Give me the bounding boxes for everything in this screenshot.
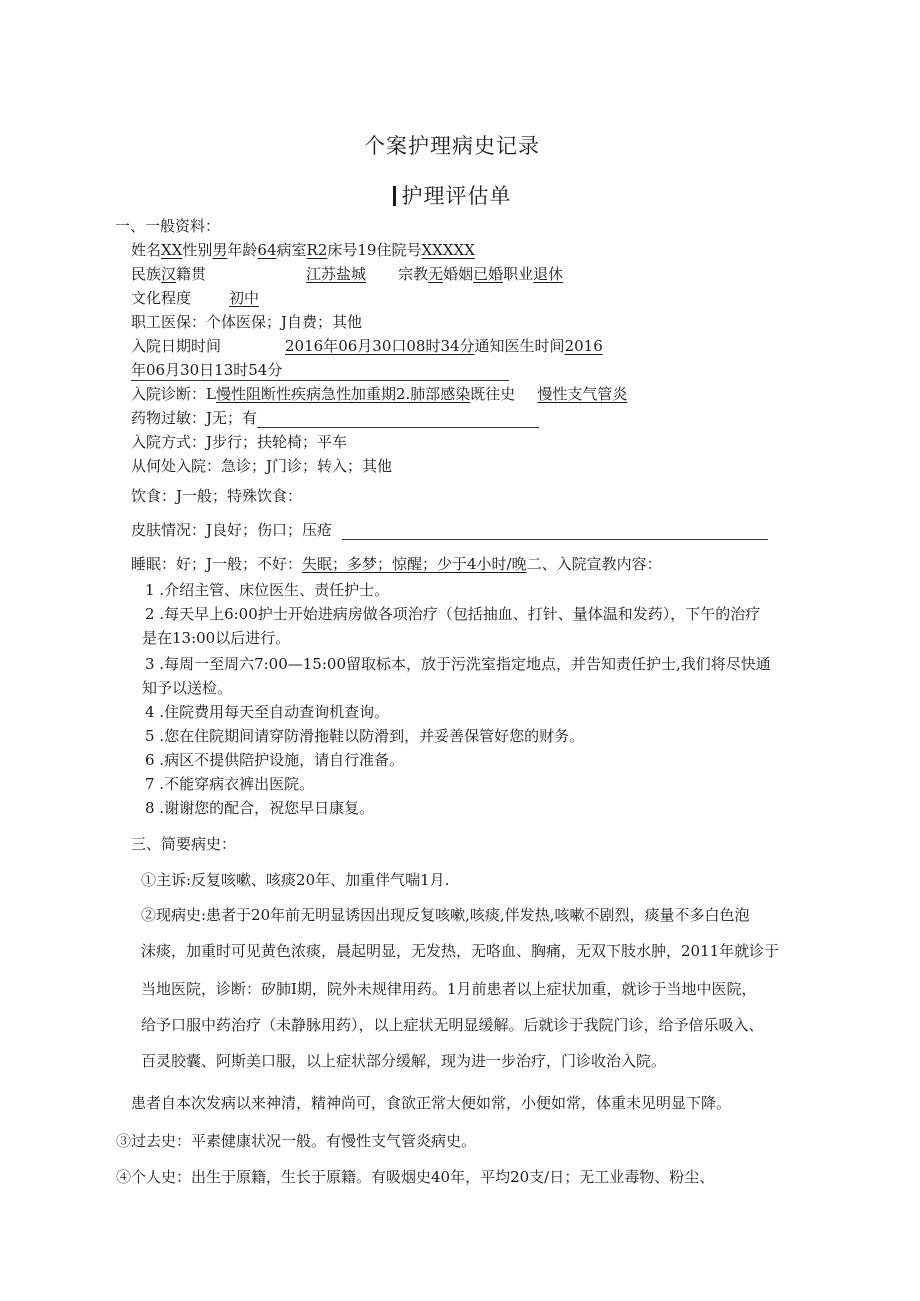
label-origin: 籍贯 — [176, 265, 207, 283]
value-admit-time: 2016年06月30口08时34分 — [285, 337, 475, 355]
chief-complaint: ①主诉:反复咳嗽、咳痰20年、加重伴气喘1月. — [141, 871, 450, 889]
value-diagnosis: 慢性阻断性疾病急性加重期2.肺部感染 — [215, 385, 471, 403]
value-room: R2 — [306, 241, 328, 259]
allergy-text: 药物过敏：J无；有 — [131, 409, 258, 427]
present-illness-line-1: ②现病史:患者于20年前无明显诱因出现反复咳嗽,咳痰,伴发热,咳嗽不剧烈，痰量不多白色泡 — [141, 906, 750, 924]
value-education: 初中 — [229, 289, 260, 307]
line-admit-source: 从何处入院：急诊；J门诊；转入；其他 — [131, 457, 393, 475]
value-notify-year: 2016 — [564, 337, 603, 355]
value-history: 慢性支气管炎 — [537, 385, 628, 403]
label-gender: 性别 — [182, 241, 213, 259]
line-allergy — [131, 408, 539, 428]
skin-text: 皮肤情况：J良好；伤口；压疮 — [131, 521, 333, 539]
line-diagnosis — [131, 384, 627, 404]
value-sleep: 失眠；多梦；惊醒；少于4小时/晚 — [302, 555, 527, 573]
subtitle-text: 护理评估单 — [401, 184, 512, 208]
value-notify-time: 年06月30日13时54分 — [131, 360, 509, 381]
label-job: 职业 — [503, 265, 534, 283]
section-general-heading: 一、一般资料： — [115, 217, 221, 235]
label-education: 文化程度 — [131, 289, 192, 307]
general-condition: 患者自本次发病以来神清，精神尚可，食欲正常大便如常，小便如常，体重未见明显下降。 — [131, 1094, 732, 1112]
label-history: 既往史 — [470, 385, 516, 403]
edu-item-8: 8 .谢谢您的配合，祝您早日康复。 — [145, 799, 375, 817]
label-age: 年龄 — [227, 241, 258, 259]
edu-item-2-cont: 是在13:00以后进行。 — [142, 629, 291, 647]
value-bed: 19 — [357, 241, 377, 259]
present-illness-line-5: 百灵胶囊、阿斯美口服，以上症状部分缓解，现为进一步治疗，门诊收治入院。 — [141, 1052, 667, 1070]
label-bed: 床号 — [327, 241, 358, 259]
value-name: XX — [161, 241, 183, 259]
line-skin — [131, 520, 768, 540]
value-marital: 已婚 — [473, 265, 504, 283]
value-origin: 江苏盐城 — [306, 265, 367, 283]
value-gender: 男 — [212, 241, 228, 259]
label-religion: 宗教 — [398, 265, 429, 283]
edu-item-3: 3 .每周一至周六7:00—15:00留取标本，放于污洗室指定地点，并告知责任护士,我们将尽快通 — [145, 655, 771, 673]
line-admit-time — [131, 336, 603, 356]
edu-item-1: 1 .介绍主管、床位医生、责任护士。 — [145, 581, 390, 599]
past-history: ③过去史：平素健康状况一般。有慢性支气管炎病史。 — [116, 1132, 477, 1150]
present-illness-line-3: 当地医院，诊断：矽肺I期，院外未规律用药。1月前患者以上症状加重，就诊于当地中医院， — [141, 980, 757, 998]
line-notify-time — [131, 360, 509, 381]
value-ethnic: 汉 — [161, 265, 177, 283]
line-background — [131, 264, 563, 284]
document-title: 个案护理病史记录 — [364, 134, 540, 158]
label-notify-time: 通知医生时间 — [474, 337, 565, 355]
label-room: 病室 — [276, 241, 307, 259]
section-bar — [393, 186, 396, 206]
label-hospital-id: 住院号 — [376, 241, 422, 259]
line-insurance: 职工医保：个体医保；J自费；其他 — [131, 313, 363, 331]
edu-item-2: 2 .每天早上6:00护士开始进病房做各项治疗（包括抽血、打针、量体温和发药），下午的治疗 — [145, 605, 761, 623]
edu-item-6: 6 .病区不提供陪护设施，请自行准备。 — [145, 751, 405, 769]
label-admit-time: 入院日期时间 — [131, 337, 222, 355]
document-subtitle — [0, 180, 904, 210]
section-history-heading: 三、简要病史： — [131, 835, 237, 853]
line-sleep — [131, 554, 662, 574]
line-diet: 饮食：J一般；特殊饮食： — [131, 487, 303, 505]
value-hospital-id: XXXXX — [421, 241, 475, 259]
line-patient-info — [131, 240, 475, 260]
edu-item-5: 5 .您在住院期间请穿防滑拖鞋以防滑到，并妥善保管好您的财务。 — [145, 727, 585, 745]
label-marital: 婚姻 — [443, 265, 474, 283]
value-job: 退休 — [533, 265, 564, 283]
edu-item-7: 7 .不能穿病衣裤出医院。 — [145, 775, 315, 793]
section-education-heading: 二、入院宣教内容： — [526, 555, 662, 573]
label-diagnosis: 入院诊断：L — [131, 385, 216, 403]
value-age: 64 — [257, 241, 277, 259]
present-illness-line-2: 沫痰，加重时可见黄色浓痰，晨起明显，无发热，无咯血、胸痛，无双下肢水肿，2011年就诊于 — [141, 942, 780, 960]
label-ethnic: 民族 — [131, 265, 162, 283]
line-education — [131, 288, 259, 308]
value-religion: 无 — [428, 265, 444, 283]
label-sleep: 睡眠：好；J一般；不好： — [131, 555, 303, 573]
edu-item-4: 4 .住院费用每天至自动查询机查询。 — [145, 703, 390, 721]
personal-history: ④个人史：出生于原籍，生长于原籍。有吸烟史40年，平均20支/日；无工业毒物、粉尘、 — [116, 1168, 715, 1186]
label-name: 姓名 — [131, 241, 162, 259]
allergy-blank — [257, 409, 539, 428]
skin-blank — [342, 521, 768, 540]
line-admit-mode: 入院方式：J步行；扶轮椅；平车 — [131, 433, 348, 451]
present-illness-line-4: 给予口服中药治疗（未静脉用药），以上症状无明显缓解。后就诊于我院门诊，给予倍乐吸入、 — [141, 1016, 764, 1034]
edu-item-3-cont: 知予以送检。 — [142, 679, 233, 697]
